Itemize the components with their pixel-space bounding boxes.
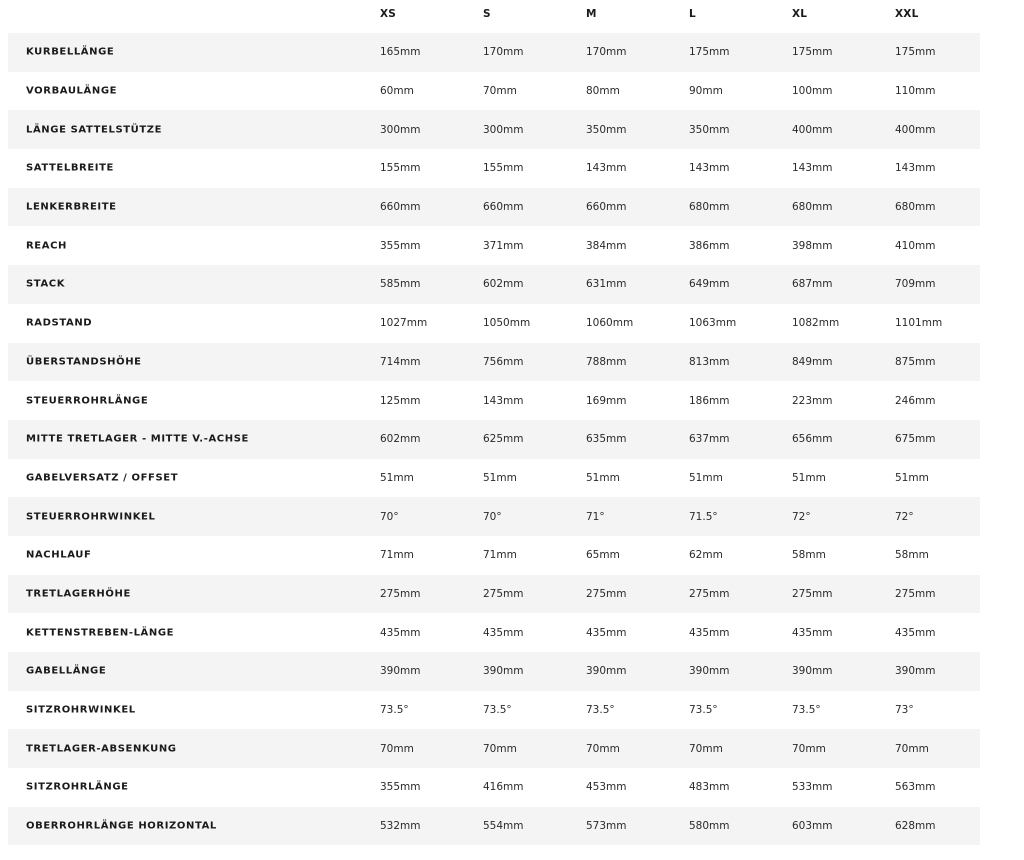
table-cell: 169mm (586, 394, 627, 407)
table-cell: 660mm (380, 201, 421, 214)
table-cell: 70mm (380, 742, 414, 755)
table-cell: 1063mm (689, 317, 737, 330)
table-cell: 1027mm (380, 317, 428, 330)
row-label: SITZROHRWINKEL (26, 704, 136, 716)
table-cell: 51mm (380, 471, 414, 484)
table-row (8, 72, 980, 111)
table-cell: 386mm (689, 239, 730, 252)
row-label: LENKERBREITE (26, 201, 117, 213)
table-cell: 400mm (895, 123, 936, 136)
table-cell: 73.5° (586, 704, 615, 717)
table-cell: 170mm (483, 46, 524, 59)
table-cell: 275mm (792, 587, 833, 600)
table-cell: 714mm (380, 355, 421, 368)
row-label: ÜBERSTANDSHÖHE (26, 356, 142, 368)
table-row (8, 497, 980, 536)
geometry-rows (8, 33, 980, 845)
table-cell: 275mm (380, 587, 421, 600)
table-cell: 1101mm (895, 317, 943, 330)
table-cell: 680mm (792, 201, 833, 214)
table-cell: 350mm (689, 123, 730, 136)
table-cell: 390mm (483, 665, 524, 678)
table-cell: 275mm (586, 587, 627, 600)
table-cell: 602mm (483, 278, 524, 291)
table-cell: 390mm (792, 665, 833, 678)
table-cell: 371mm (483, 239, 524, 252)
table-cell: 390mm (586, 665, 627, 678)
table-cell: 155mm (483, 162, 524, 175)
table-cell: 90mm (689, 85, 723, 98)
table-cell: 813mm (689, 355, 730, 368)
row-label: TRETLAGERHÖHE (26, 588, 131, 600)
table-cell: 110mm (895, 85, 936, 98)
row-label: KETTENSTREBEN-LÄNGE (26, 627, 175, 639)
table-cell: 554mm (483, 820, 524, 833)
table-cell: 410mm (895, 239, 936, 252)
size-header-xl: XL (792, 8, 808, 20)
row-label: STEUERROHRLÄNGE (26, 395, 149, 407)
table-cell: 660mm (483, 201, 524, 214)
table-row (8, 149, 980, 188)
table-row (8, 33, 980, 72)
row-label: STACK (26, 278, 66, 290)
table-cell: 51mm (689, 471, 723, 484)
table-cell: 625mm (483, 433, 524, 446)
table-cell: 73.5° (792, 704, 821, 717)
table-cell: 398mm (792, 239, 833, 252)
table-cell: 563mm (895, 781, 936, 794)
table-cell: 246mm (895, 394, 936, 407)
table-cell: 155mm (380, 162, 421, 175)
table-cell: 875mm (895, 355, 936, 368)
row-label: SATTELBREITE (26, 162, 114, 174)
table-cell: 649mm (689, 278, 730, 291)
table-cell: 1082mm (792, 317, 840, 330)
size-header-m: M (586, 8, 597, 20)
table-cell: 73.5° (483, 704, 512, 717)
table-cell: 602mm (380, 433, 421, 446)
table-cell: 51mm (483, 471, 517, 484)
table-cell: 70mm (689, 742, 723, 755)
table-cell: 680mm (895, 201, 936, 214)
row-label: STEUERROHRWINKEL (26, 511, 156, 523)
table-cell: 51mm (586, 471, 620, 484)
table-cell: 355mm (380, 239, 421, 252)
table-row (8, 575, 980, 614)
table-cell: 416mm (483, 781, 524, 794)
table-cell: 580mm (689, 820, 730, 833)
row-label: LÄNGE SATTELSTÜTZE (26, 124, 163, 136)
table-cell: 300mm (380, 123, 421, 136)
row-label: TRETLAGER-ABSENKUNG (26, 743, 177, 755)
table-cell: 390mm (689, 665, 730, 678)
size-header-s: S (483, 8, 491, 20)
table-cell: 72° (792, 510, 811, 523)
table-cell: 350mm (586, 123, 627, 136)
table-cell: 275mm (689, 587, 730, 600)
table-cell: 635mm (586, 433, 627, 446)
table-cell: 71° (586, 510, 605, 523)
row-label: MITTE TRETLAGER - MITTE V.-ACHSE (26, 433, 249, 445)
table-row (8, 652, 980, 691)
table-cell: 70mm (483, 742, 517, 755)
table-cell: 70° (380, 510, 399, 523)
table-cell: 143mm (895, 162, 936, 175)
table-cell: 435mm (586, 626, 627, 639)
table-cell: 275mm (483, 587, 524, 600)
table-row (8, 459, 980, 498)
table-cell: 71.5° (689, 510, 718, 523)
table-cell: 300mm (483, 123, 524, 136)
table-row (8, 729, 980, 768)
row-label: GABELVERSATZ / OFFSET (26, 472, 179, 484)
table-cell: 175mm (895, 46, 936, 59)
table-row (8, 343, 980, 382)
table-row (8, 536, 980, 575)
table-cell: 390mm (895, 665, 936, 678)
table-cell: 435mm (792, 626, 833, 639)
table-row (8, 768, 980, 807)
table-cell: 73.5° (380, 704, 409, 717)
row-label: SITZROHRLÄNGE (26, 781, 129, 793)
table-cell: 143mm (792, 162, 833, 175)
table-cell: 849mm (792, 355, 833, 368)
table-cell: 65mm (586, 549, 620, 562)
table-cell: 1060mm (586, 317, 634, 330)
row-label: GABELLÄNGE (26, 665, 107, 677)
table-cell: 72° (895, 510, 914, 523)
table-cell: 709mm (895, 278, 936, 291)
table-cell: 70° (483, 510, 502, 523)
table-cell: 125mm (380, 394, 421, 407)
table-cell: 165mm (380, 46, 421, 59)
table-cell: 1050mm (483, 317, 531, 330)
row-label: NACHLAUF (26, 549, 92, 561)
size-header-l: L (689, 8, 696, 20)
table-cell: 680mm (689, 201, 730, 214)
table-row (8, 807, 980, 846)
table-cell: 60mm (380, 85, 414, 98)
table-cell: 756mm (483, 355, 524, 368)
table-cell: 390mm (380, 665, 421, 678)
table-cell: 186mm (689, 394, 730, 407)
table-row (8, 304, 980, 343)
table-cell: 788mm (586, 355, 627, 368)
table-cell: 483mm (689, 781, 730, 794)
size-header-xxl: XXL (895, 8, 919, 20)
table-cell: 631mm (586, 278, 627, 291)
table-cell: 435mm (689, 626, 730, 639)
table-cell: 603mm (792, 820, 833, 833)
table-cell: 175mm (792, 46, 833, 59)
table-cell: 71mm (483, 549, 517, 562)
table-row (8, 226, 980, 265)
table-row (8, 691, 980, 730)
size-header-row (0, 0, 1024, 30)
table-cell: 355mm (380, 781, 421, 794)
size-header-xs: XS (380, 8, 397, 20)
table-cell: 70mm (483, 85, 517, 98)
table-row (8, 110, 980, 149)
row-label: OBERROHRLÄNGE HORIZONTAL (26, 820, 217, 832)
table-cell: 400mm (792, 123, 833, 136)
table-cell: 223mm (792, 394, 833, 407)
table-cell: 384mm (586, 239, 627, 252)
table-cell: 62mm (689, 549, 723, 562)
table-cell: 100mm (792, 85, 833, 98)
table-cell: 51mm (792, 471, 826, 484)
table-cell: 660mm (586, 201, 627, 214)
table-cell: 453mm (586, 781, 627, 794)
table-cell: 170mm (586, 46, 627, 59)
table-cell: 687mm (792, 278, 833, 291)
table-cell: 58mm (895, 549, 929, 562)
table-row (8, 381, 980, 420)
table-cell: 70mm (895, 742, 929, 755)
table-cell: 435mm (380, 626, 421, 639)
table-cell: 435mm (483, 626, 524, 639)
table-cell: 585mm (380, 278, 421, 291)
table-cell: 58mm (792, 549, 826, 562)
table-cell: 675mm (895, 433, 936, 446)
table-cell: 80mm (586, 85, 620, 98)
table-cell: 435mm (895, 626, 936, 639)
row-label: VORBAULÄNGE (26, 85, 118, 97)
table-cell: 637mm (689, 433, 730, 446)
table-cell: 275mm (895, 587, 936, 600)
table-cell: 143mm (586, 162, 627, 175)
table-cell: 73.5° (689, 704, 718, 717)
row-label: REACH (26, 240, 67, 252)
table-cell: 143mm (689, 162, 730, 175)
table-cell: 175mm (689, 46, 730, 59)
table-cell: 533mm (792, 781, 833, 794)
table-cell: 143mm (483, 394, 524, 407)
row-label: KURBELLÄNGE (26, 46, 115, 58)
table-row (8, 613, 980, 652)
table-cell: 573mm (586, 820, 627, 833)
table-cell: 70mm (586, 742, 620, 755)
table-cell: 628mm (895, 820, 936, 833)
table-cell: 70mm (792, 742, 826, 755)
table-cell: 532mm (380, 820, 421, 833)
row-label: RADSTAND (26, 317, 93, 329)
table-cell: 73° (895, 704, 914, 717)
table-cell: 71mm (380, 549, 414, 562)
table-cell: 51mm (895, 471, 929, 484)
table-row (8, 188, 980, 227)
table-cell: 656mm (792, 433, 833, 446)
table-row (8, 420, 980, 459)
table-row (8, 265, 980, 304)
